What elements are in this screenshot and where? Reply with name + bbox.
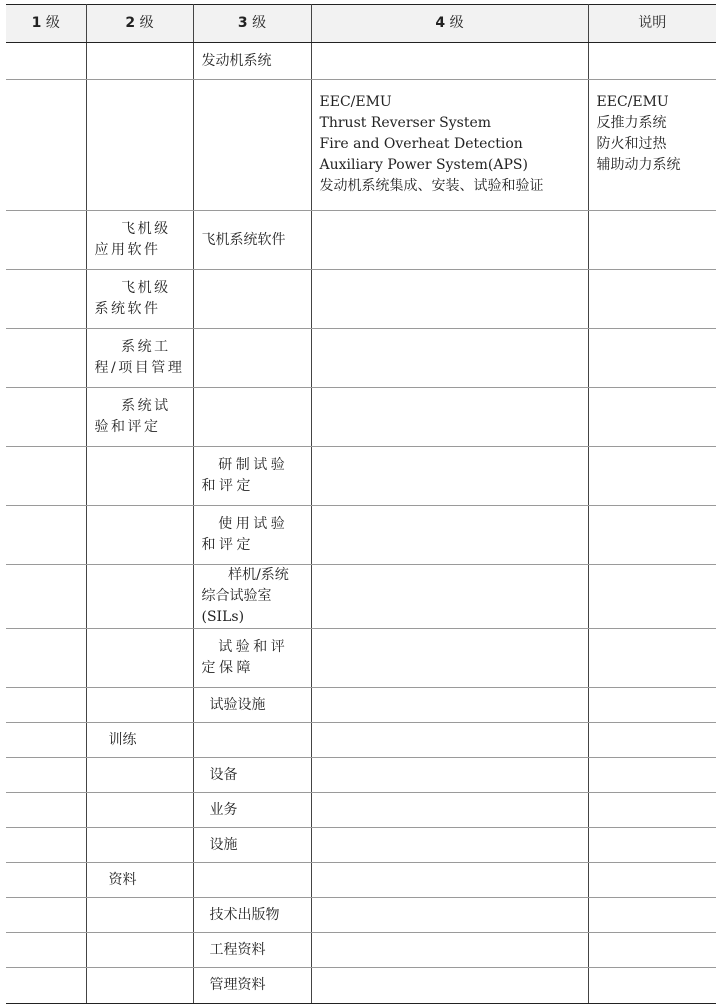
level-4-item: 发动机系统集成、安装、试验和验证 [319, 178, 544, 194]
cell-level-2 [86, 43, 193, 80]
cell-level-1 [6, 80, 86, 211]
table-row [6, 933, 716, 968]
cell-level-1 [6, 447, 86, 506]
table-row [6, 898, 716, 933]
cell-level-2 [86, 793, 193, 828]
cell-level-4 [311, 270, 588, 329]
cell-level-4 [311, 723, 588, 758]
cell-level-4 [311, 828, 588, 863]
header-level-4-num: 4 [435, 15, 446, 31]
table-row [6, 968, 716, 1004]
cell-level-1 [6, 723, 86, 758]
cell-level-4 [311, 506, 588, 565]
header-level-1 [6, 5, 86, 43]
cell-level-4 [311, 933, 588, 968]
cell-level-3: 设备 [193, 758, 311, 793]
cell-level-1 [6, 863, 86, 898]
cell-level-3: 研制试验和评定 [193, 447, 311, 506]
cell-description [588, 388, 716, 447]
cell-description [588, 43, 716, 80]
table-row [6, 329, 716, 388]
table-row [6, 388, 716, 447]
header-level-4 [311, 5, 588, 43]
header-level-2 [86, 5, 193, 43]
cell-level-2 [86, 629, 193, 688]
cell-description [588, 447, 716, 506]
cell-level-3: 设施 [193, 828, 311, 863]
header-level-2-unit: 级 [139, 15, 154, 31]
cell-level-3: 业务 [193, 793, 311, 828]
cell-description [588, 329, 716, 388]
cell-level-1 [6, 270, 86, 329]
header-level-3-unit: 级 [252, 15, 267, 31]
cell-level-1 [6, 506, 86, 565]
cell-level-3 [193, 723, 311, 758]
header-level-1-unit: 级 [45, 15, 60, 31]
cell-level-1 [6, 629, 86, 688]
cell-level-4 [311, 447, 588, 506]
cell-level-1 [6, 758, 86, 793]
cell-description [588, 828, 716, 863]
table-row [6, 211, 716, 270]
table-row [6, 565, 716, 629]
cell-level-4 [311, 793, 588, 828]
cell-level-2: 系统试验和评定 [86, 388, 193, 447]
cell-description [588, 758, 716, 793]
cell-level-4 [311, 565, 588, 629]
cell-level-3: 样机/系统综合试验室(SILs) [193, 565, 311, 629]
cell-level-3 [193, 329, 311, 388]
cell-level-1 [6, 329, 86, 388]
cell-level-2 [86, 688, 193, 723]
level-4-item: Thrust Reverser System [319, 115, 492, 131]
table-row [6, 270, 716, 329]
cell-description [588, 629, 716, 688]
cell-description [588, 933, 716, 968]
cell-level-3: 技术出版物 [193, 898, 311, 933]
table-row [6, 688, 716, 723]
cell-level-2 [86, 506, 193, 565]
cell-level-4 [311, 898, 588, 933]
header-level-3 [193, 5, 311, 43]
cell-level-3: 管理资料 [193, 968, 311, 1004]
cell-level-3: 使用试验和评定 [193, 506, 311, 565]
cell-level-3 [193, 388, 311, 447]
header-row [6, 5, 716, 43]
cell-description [588, 688, 716, 723]
level-4-item: Auxiliary Power System(APS) [319, 157, 528, 173]
cell-description [588, 898, 716, 933]
description-item: 辅助动力系统 [596, 157, 681, 173]
cell-description [588, 863, 716, 898]
cell-level-3 [193, 270, 311, 329]
cell-description [588, 723, 716, 758]
cell-level-4 [311, 863, 588, 898]
cell-level-2: 训练 [86, 723, 193, 758]
cell-level-2: 系统工程/项目管理 [86, 329, 193, 388]
description-item: 防火和过热 [596, 136, 667, 152]
header-level-3-num: 3 [237, 15, 248, 31]
cell-level-4 [311, 968, 588, 1004]
table-row [6, 80, 716, 211]
table-row [6, 723, 716, 758]
header-level-4-unit: 级 [449, 15, 464, 31]
table-row [6, 629, 716, 688]
cell-level-3: 飞机系统软件 [193, 211, 311, 270]
cell-level-1 [6, 565, 86, 629]
cell-level-2 [86, 968, 193, 1004]
cell-level-3 [193, 80, 311, 211]
level-4-item: EEC/EMU [319, 94, 392, 110]
breakdown-table [6, 4, 716, 1004]
cell-level-2 [86, 758, 193, 793]
table-row [6, 758, 716, 793]
cell-level-1 [6, 688, 86, 723]
cell-level-1 [6, 933, 86, 968]
header-level-2-num: 2 [125, 15, 136, 31]
cell-level-3: 发动机系统 [193, 43, 311, 80]
cell-level-1 [6, 968, 86, 1004]
cell-level-3: 试验和评定保障 [193, 629, 311, 688]
table-row [6, 447, 716, 506]
description-item: 反推力系统 [596, 115, 667, 131]
description-item: EEC/EMU [596, 94, 669, 110]
cell-description [588, 565, 716, 629]
cell-level-1 [6, 388, 86, 447]
cell-level-4 [311, 211, 588, 270]
cell-level-2 [86, 828, 193, 863]
table-row [6, 793, 716, 828]
cell-level-1 [6, 43, 86, 80]
cell-level-1 [6, 211, 86, 270]
cell-level-4 [311, 43, 588, 80]
cell-description [588, 506, 716, 565]
table-row [6, 43, 716, 80]
cell-level-3: 试验设施 [193, 688, 311, 723]
cell-level-2 [86, 565, 193, 629]
table-row [6, 506, 716, 565]
cell-level-2: 资料 [86, 863, 193, 898]
cell-level-2 [86, 447, 193, 506]
cell-description [588, 270, 716, 329]
cell-level-3 [193, 863, 311, 898]
cell-level-4 [311, 629, 588, 688]
header-level-1-num: 1 [31, 15, 42, 31]
cell-level-2 [86, 933, 193, 968]
cell-level-2: 飞机级应用软件 [86, 211, 193, 270]
cell-level-4 [311, 388, 588, 447]
table-row [6, 828, 716, 863]
cell-level-2: 飞机级系统软件 [86, 270, 193, 329]
cell-level-4 [311, 80, 588, 211]
cell-level-1 [6, 828, 86, 863]
cell-level-3: 工程资料 [193, 933, 311, 968]
table-row [6, 863, 716, 898]
level-4-item: Fire and Overheat Detection [319, 136, 523, 152]
cell-level-1 [6, 793, 86, 828]
cell-description [588, 968, 716, 1004]
cell-description [588, 793, 716, 828]
cell-level-2 [86, 898, 193, 933]
cell-level-4 [311, 329, 588, 388]
header-description: 说明 [588, 5, 716, 43]
cell-level-4 [311, 758, 588, 793]
cell-level-4 [311, 688, 588, 723]
cell-description [588, 80, 716, 211]
cell-description [588, 211, 716, 270]
cell-level-1 [6, 898, 86, 933]
cell-level-2 [86, 80, 193, 211]
